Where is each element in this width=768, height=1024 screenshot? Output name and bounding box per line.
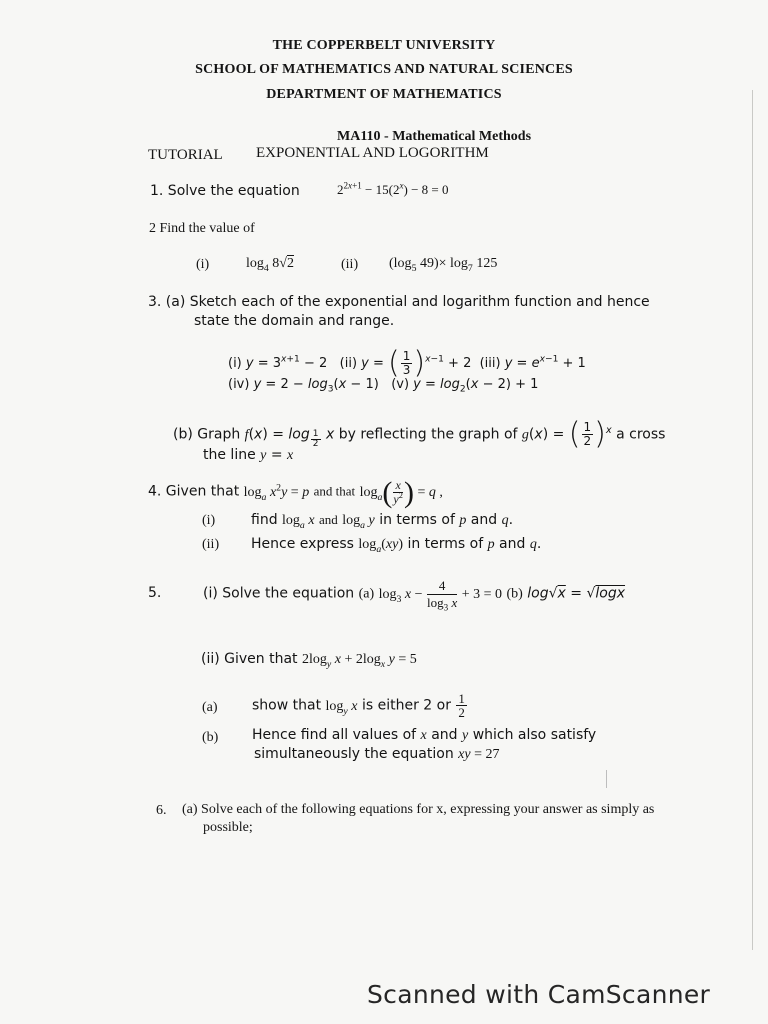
q3a-line1: 3. (a) Sketch each of the exponential and logarithm function and hence — [148, 294, 650, 310]
q5-ii-a-either: is either 2 or — [361, 697, 451, 714]
q4-i-find: find — [251, 512, 278, 528]
scan-edge-line — [752, 90, 753, 950]
q3b-line2: the line y = x — [203, 447, 294, 463]
q2-ii-expr: ($\log_5$ $49)\times \log_7 125$ — [389, 256, 498, 274]
q4-ii-express: Hence express — [251, 536, 354, 552]
q5-ii-a-show: show that — [252, 697, 322, 714]
q5-ii-b-hence: Hence find all values of — [252, 727, 417, 743]
q5-i-solve: (i) Solve the equation — [203, 585, 355, 602]
q3b-suffix: a cross — [616, 426, 666, 443]
q5-ii-b-line1: Hence find all values of x and y which also satisfy — [252, 727, 597, 743]
q3a-functions-row1: (i) $y = 3^{x+1} - 2$ (ii) y = ( $\frac{1}{3}$ )$^{x-1}$ + 2 (iii) $y = e^{x-1} + 1$ — [228, 345, 586, 381]
university-title: THE COPPERBELT UNIVERSITY — [272, 38, 496, 53]
q4-ii-terms: in terms of — [407, 536, 484, 552]
q5-i-a: (a) — [358, 586, 375, 602]
q4-ii-label: (ii) — [202, 537, 220, 552]
q5-ii-given: (ii) Given that — [201, 651, 298, 667]
q5-ii-b-simul: simultaneously the equation — [254, 746, 454, 762]
q2-ii-label: (ii) — [341, 257, 359, 272]
camscanner-watermark: Scanned with CamScanner — [367, 980, 711, 1009]
q4-prefix: 4. Given that — [148, 483, 240, 500]
q2-text: 2 Find the value of — [149, 221, 255, 236]
q6-number: 6. — [156, 803, 167, 818]
q3b-line2-text: the line — [203, 447, 256, 463]
course-title: MA110 - Mathematical Methods — [337, 129, 532, 144]
q3b-line1: (b) Graph f(x) = log $_{\frac{1}{2}}$ x by reflecting the graph of g(x) = ( $\frac{1}{2}$ )$^x$ a cross — [173, 416, 666, 452]
q6-a-line2: possible; — [203, 820, 253, 835]
q5-ii-b-and: and — [431, 727, 458, 743]
q4-ii-text: Hence express $\log_a(xy)$ in terms of p and q. — [251, 536, 542, 555]
q4-i-terms: in terms of — [379, 512, 455, 528]
q5-ii-b-which: which also satisfy — [472, 727, 597, 743]
q5-ii-a-label: (a) — [202, 700, 218, 715]
q2-i-label: (i) — [196, 257, 210, 272]
q5-i-b: (b) — [506, 586, 523, 602]
q4-and-that: and that — [313, 483, 356, 499]
q3b-mid: by reflecting the graph of — [338, 426, 518, 443]
q5-ii-b-line2: simultaneously the equation xy = 27 — [254, 746, 500, 762]
q4-i-text: find $\log_a x$ and $\log_a y$ in terms of p and q. — [251, 512, 514, 531]
q5-ii-a-text: show that $\log_y x$ is either 2 or $\frac{1}{2}$ — [252, 691, 465, 720]
q5-ii-line: (ii) Given that $2\log_y$ $x + 2\log_x$ y = 5 — [201, 651, 417, 670]
tutorial-label: TUTORIAL — [148, 147, 223, 163]
q3a-functions-row2: (iv) $y = 2 - \log_3(x - 1)$ (v) $y = \log_2(x - 2) + 1$ — [228, 377, 539, 395]
topic-title: EXPONENTIAL AND LOGORITHM — [256, 145, 489, 161]
department-title: DEPARTMENT OF MATHEMATICS — [266, 87, 502, 102]
q4-line: 4. Given that $\log_a x^2y = p$ and that $\log_a$( $\frac{x}{y^2}$ ) = q , — [148, 475, 443, 509]
q3a-line2: state the domain and range. — [194, 313, 395, 329]
q5-ii-b-label: (b) — [202, 730, 219, 745]
q5-number: 5. — [148, 585, 162, 601]
q3b-prefix: (b) Graph — [173, 426, 241, 443]
q1-equation: $2^{2x+1} - 15(2^x) - 8 = 0$ — [337, 180, 449, 197]
school-title: SCHOOL OF MATHEMATICS AND NATURAL SCIENCES — [195, 62, 573, 77]
scan-mark — [606, 770, 607, 788]
q4-i-and: and — [319, 512, 338, 527]
q6-a-line1: (a) Solve each of the following equations for x, expressing your answer as simply as — [182, 802, 655, 817]
q1-text: 1. Solve the equation — [150, 183, 300, 199]
q5-i-line: (i) Solve the equation (a) $\log_3 x$ − $\frac{4}{\log_3 x}$ + 3 = 0 (b) log√x = √logx — [203, 578, 626, 613]
q2-i-expr: $\log_4 8√2$ — [246, 256, 294, 274]
q4-i-label: (i) — [202, 513, 216, 528]
